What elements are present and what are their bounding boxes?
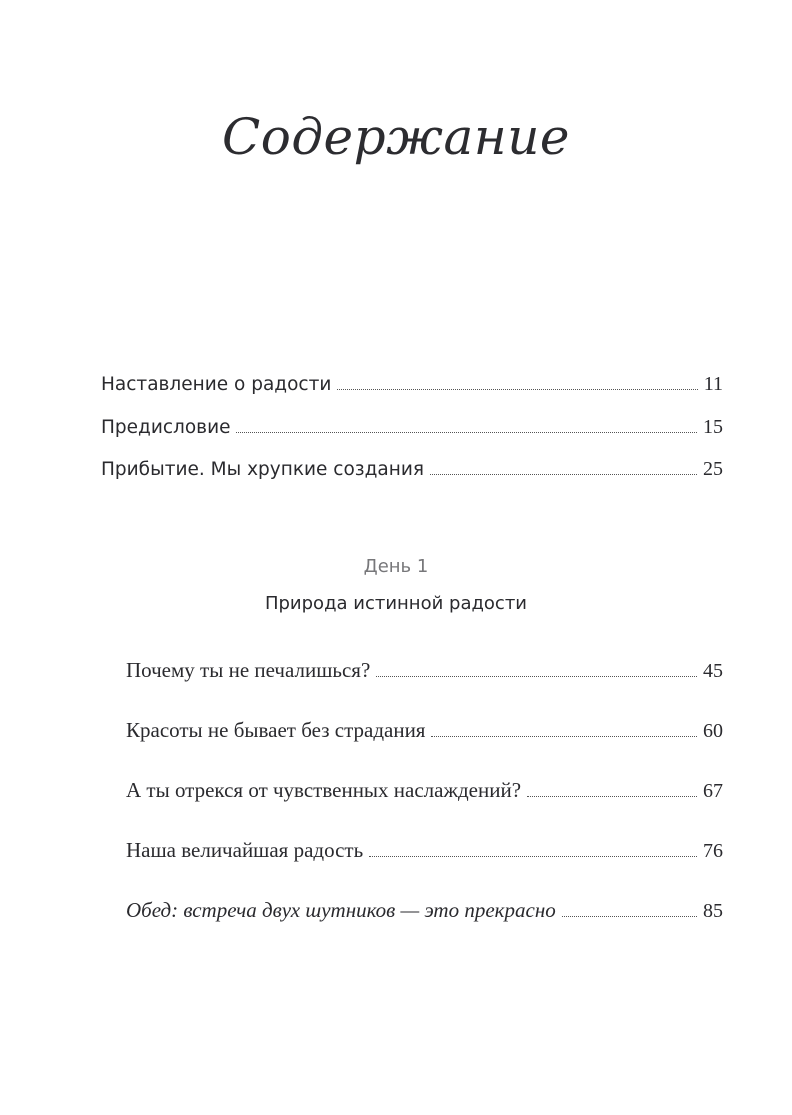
dot-leader (236, 431, 697, 433)
toc-entry-label: Красоты не бывает без страдания (126, 718, 426, 742)
dot-leader (369, 855, 697, 857)
toc-entry[interactable] (126, 658, 723, 683)
toc-entry[interactable] (101, 416, 723, 439)
toc-entry-label: Предисловие (101, 417, 231, 438)
toc-entry-page: 85 (703, 900, 723, 922)
toc-entry-page: 45 (703, 660, 723, 682)
toc-entry-page: 60 (703, 720, 723, 742)
toc-entry-label: Прибытие. Мы хрупкие создания (101, 459, 424, 480)
toc-entry-label: Почему ты не печалишься? (126, 658, 371, 682)
toc-entry-page: 15 (703, 416, 723, 438)
dot-leader (562, 915, 697, 917)
toc-entry-page: 67 (703, 780, 723, 802)
toc-entry[interactable] (126, 778, 723, 803)
dot-leader (376, 675, 697, 677)
section-title: Природа истинной радости (264, 593, 528, 614)
toc-entry[interactable] (126, 838, 723, 863)
toc-entry-label: Обед: встреча двух шутников — это прекрасно (126, 898, 556, 922)
section-day-label: День 1 (363, 556, 429, 577)
toc-entry[interactable] (101, 458, 723, 481)
toc-entry[interactable] (126, 898, 723, 923)
dot-leader (527, 795, 697, 797)
page-title: Содержание (221, 108, 571, 166)
toc-entry-label: Наша величайшая радость (126, 838, 364, 862)
dot-leader (430, 473, 697, 475)
toc-entry-page: 11 (703, 373, 723, 395)
dot-leader (431, 735, 697, 737)
toc-entry[interactable] (126, 718, 723, 743)
toc-entry-page: 25 (703, 458, 723, 480)
toc-entry[interactable] (101, 373, 723, 396)
toc-entry-label: Наставление о радости (101, 374, 332, 395)
dot-leader (337, 388, 697, 390)
toc-entry-page: 76 (703, 840, 723, 862)
toc-entry-label: А ты отрекся от чувственных наслаждений? (126, 778, 522, 802)
